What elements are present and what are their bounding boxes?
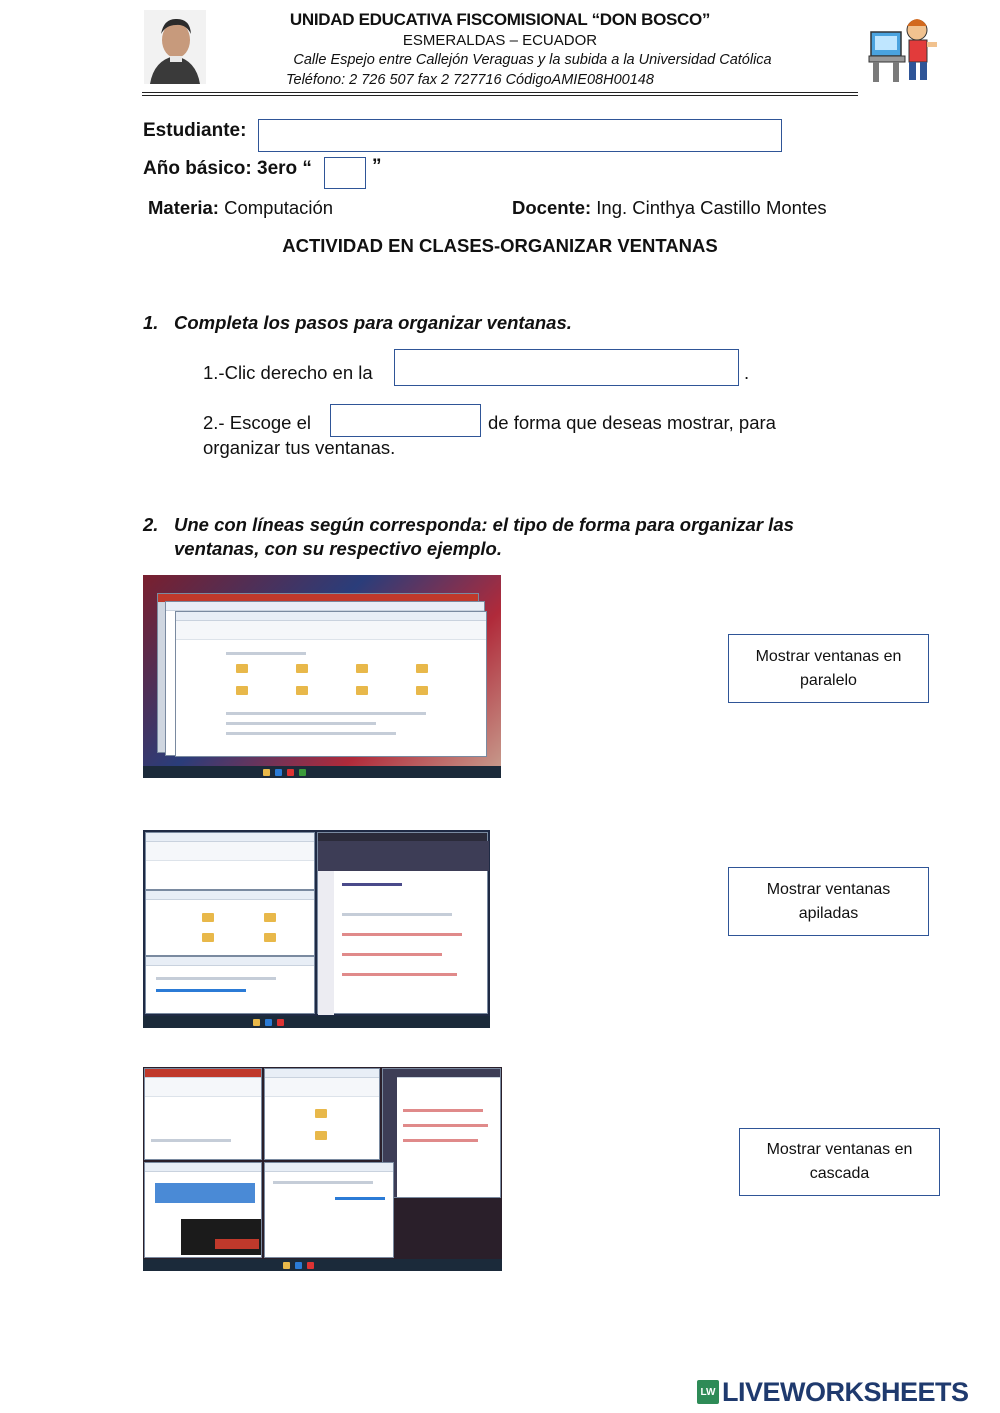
q1-number: 1. xyxy=(143,312,159,333)
subject-label: Materia: xyxy=(148,197,219,218)
q1-step1-answer-input[interactable] xyxy=(394,349,739,386)
q1-step2-text-b: de forma que deseas mostrar, para xyxy=(488,412,776,433)
q2-title-line2: ventanas, con su respectivo ejemplo. xyxy=(174,538,502,559)
header-divider xyxy=(142,92,858,93)
subject-value: Computación xyxy=(224,197,334,218)
example-screenshot-parallel[interactable] xyxy=(143,1067,502,1271)
option-parallel-line2: paralelo xyxy=(800,671,857,689)
liveworksheets-mark: LW xyxy=(700,1386,716,1398)
student-label: Estudiante: xyxy=(143,120,247,141)
example-screenshot-cascade[interactable] xyxy=(143,575,501,778)
option-stacked[interactable] xyxy=(728,867,929,936)
liveworksheets-wordmark: LIVEWORKSHEETS xyxy=(722,1376,969,1407)
option-stacked-line1: Mostrar ventanas xyxy=(766,880,891,898)
teacher-line xyxy=(512,197,827,219)
liveworksheets-logo[interactable] xyxy=(697,1377,997,1407)
option-parallel-line1: Mostrar ventanas en xyxy=(755,647,902,665)
grade-close-quote: ” xyxy=(372,156,382,177)
grade-parallel-input[interactable] xyxy=(324,157,366,189)
option-stacked-line2: apiladas xyxy=(798,904,859,922)
option-cascade[interactable] xyxy=(739,1128,940,1196)
q2-number: 2. xyxy=(143,514,159,535)
teacher-value: Ing. Cinthya Castillo Montes xyxy=(596,197,827,218)
liveworksheets-mark-icon xyxy=(697,1380,719,1404)
q1-step2-text-c: organizar tus ventanas. xyxy=(203,437,396,458)
school-name: UNIDAD EDUCATIVA FISCOMISIONAL “DON BOSCO” xyxy=(289,10,711,29)
school-city: ESMERALDAS – ECUADOR xyxy=(402,32,598,49)
option-parallel[interactable] xyxy=(728,634,929,703)
q1-title: Completa los pasos para organizar ventanas. xyxy=(174,312,572,333)
q1-step2-text-a: 2.- Escoge el xyxy=(203,412,311,433)
q1-step1-text: 1.-Clic derecho en la xyxy=(203,362,373,383)
teacher-label: Docente: xyxy=(512,197,592,218)
example-screenshot-stacked[interactable] xyxy=(143,830,490,1028)
option-cascade-line2: cascada xyxy=(809,1165,870,1182)
student-name-input[interactable] xyxy=(258,119,782,152)
school-phone: Teléfono: 2 726 507 fax 2 727716 CódigoAMIE08H00148 xyxy=(286,72,654,88)
header-divider-secondary xyxy=(142,95,858,96)
activity-title: ACTIVIDAD EN CLASES-ORGANIZAR VENTANAS xyxy=(282,235,718,256)
school-address: Calle Espejo entre Callejón Veraguas y la subida a la Universidad Católica xyxy=(293,52,772,68)
subject-line xyxy=(148,197,333,219)
q1-step1-period: . xyxy=(744,362,750,383)
grade-label: Año básico: 3ero “ xyxy=(143,158,312,179)
q2-title-line1: Une con líneas según corresponda: el tipo de forma para organizar las xyxy=(174,514,794,535)
q1-step2-answer-input[interactable] xyxy=(330,404,481,437)
option-cascade-line1: Mostrar ventanas en xyxy=(766,1141,913,1158)
